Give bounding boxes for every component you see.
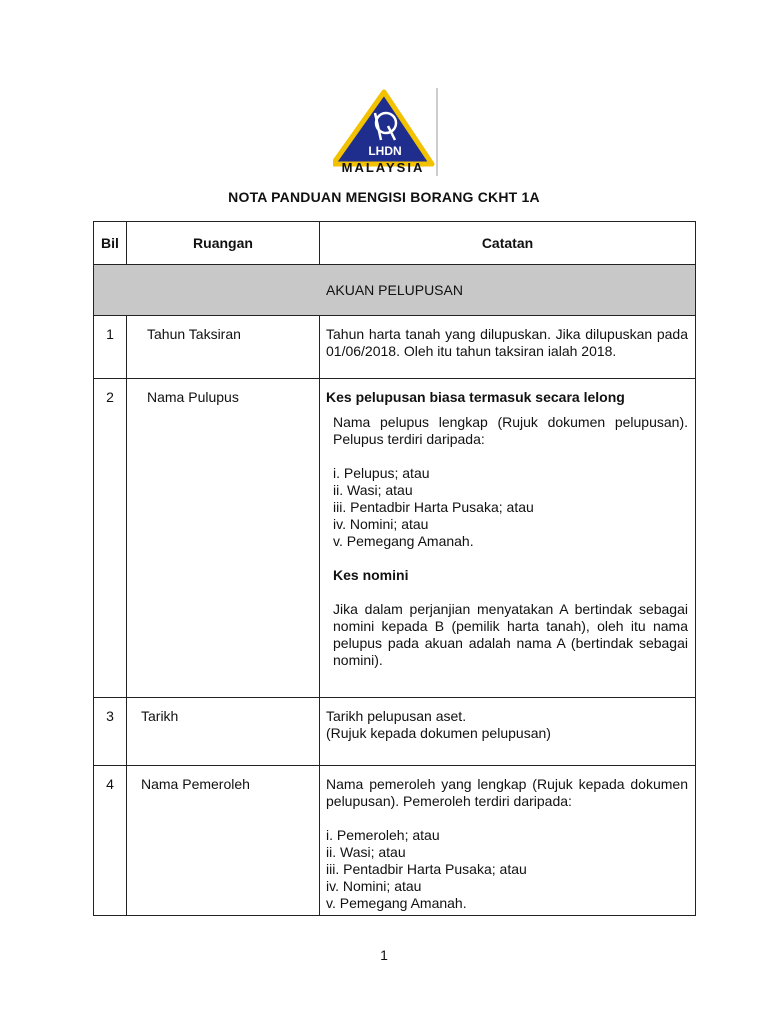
catatan-line: (Rujuk kepada dokumen pelupusan) (326, 725, 551, 741)
page-number: 1 (380, 947, 388, 963)
row-bil: 1 (94, 316, 127, 379)
col-header-catatan: Catatan (320, 222, 696, 265)
row-ruangan: Tahun Taksiran (127, 316, 320, 379)
section-title: AKUAN PELUPUSAN (94, 265, 696, 316)
lhdn-logo (333, 88, 439, 176)
table-header-row (94, 222, 696, 265)
row-ruangan: Nama Pemeroleh (127, 766, 320, 916)
table-row (94, 766, 696, 916)
section-row (94, 265, 696, 316)
guide-table (93, 221, 696, 916)
row-catatan (320, 379, 696, 698)
list-item: iv. Nomini; atau (326, 878, 422, 894)
table-row (94, 698, 696, 766)
col-header-bil: Bil (94, 222, 127, 265)
logo-country-text: MALAYSIA (341, 160, 425, 175)
svg-text:LHDN: LHDN (368, 144, 402, 158)
table-row (94, 316, 696, 379)
catatan-paragraph: Nama pelupus lengkap (Rujuk dokumen pelupusan). Pelupus terdiri daripada: (333, 414, 688, 447)
row-ruangan: Tarikh (127, 698, 320, 766)
list-item: ii. Wasi; atau (326, 844, 406, 860)
list-item: i. Pemeroleh; atau (326, 827, 440, 843)
catatan-paragraph: Nama pemeroleh yang lengkap (Rujuk kepada dokumen pelupusan). Pemeroleh terdiri daripada: (326, 776, 688, 809)
row-bil: 3 (94, 698, 127, 766)
row-catatan: Tahun harta tanah yang dilupuskan. Jika dilupuskan pada 01/06/2018. Oleh itu tahun taksiran ialah 2018. (320, 316, 696, 379)
catatan-paragraph: Jika dalam perjanjian menyatakan A bertindak sebagai nomini kepada B (pemilik harta tanah), oleh itu nama pelupus pada akuan adalah nama A (bertindak sebagai nomini). (333, 601, 688, 668)
catatan-line: Tarikh pelupusan aset. (326, 708, 467, 724)
col-header-ruangan: Ruangan (127, 222, 320, 265)
list-item: v. Pemegang Amanah. (333, 533, 474, 549)
row-bil: 2 (94, 379, 127, 698)
list-item: iii. Pentadbir Harta Pusaka; atau (333, 499, 534, 515)
page-title: NOTA PANDUAN MENGISI BORANG CKHT 1A (228, 189, 540, 205)
table-row (94, 379, 696, 698)
list-item: iv. Nomini; atau (333, 516, 429, 532)
catatan-heading: Kes pelupusan biasa termasuk secara lelong (326, 389, 625, 405)
list-item: iii. Pentadbir Harta Pusaka; atau (326, 861, 527, 877)
row-bil: 4 (94, 766, 127, 916)
catatan-list (326, 827, 688, 912)
list-item: v. Pemegang Amanah. (326, 895, 467, 911)
row-ruangan: Nama Pulupus (127, 379, 320, 698)
row-catatan (320, 698, 696, 766)
row-catatan (320, 766, 696, 916)
list-item: ii. Wasi; atau (333, 482, 413, 498)
catatan-list (326, 465, 688, 550)
catatan-heading: Kes nomini (333, 567, 409, 583)
list-item: i. Pelupus; atau (333, 465, 430, 481)
